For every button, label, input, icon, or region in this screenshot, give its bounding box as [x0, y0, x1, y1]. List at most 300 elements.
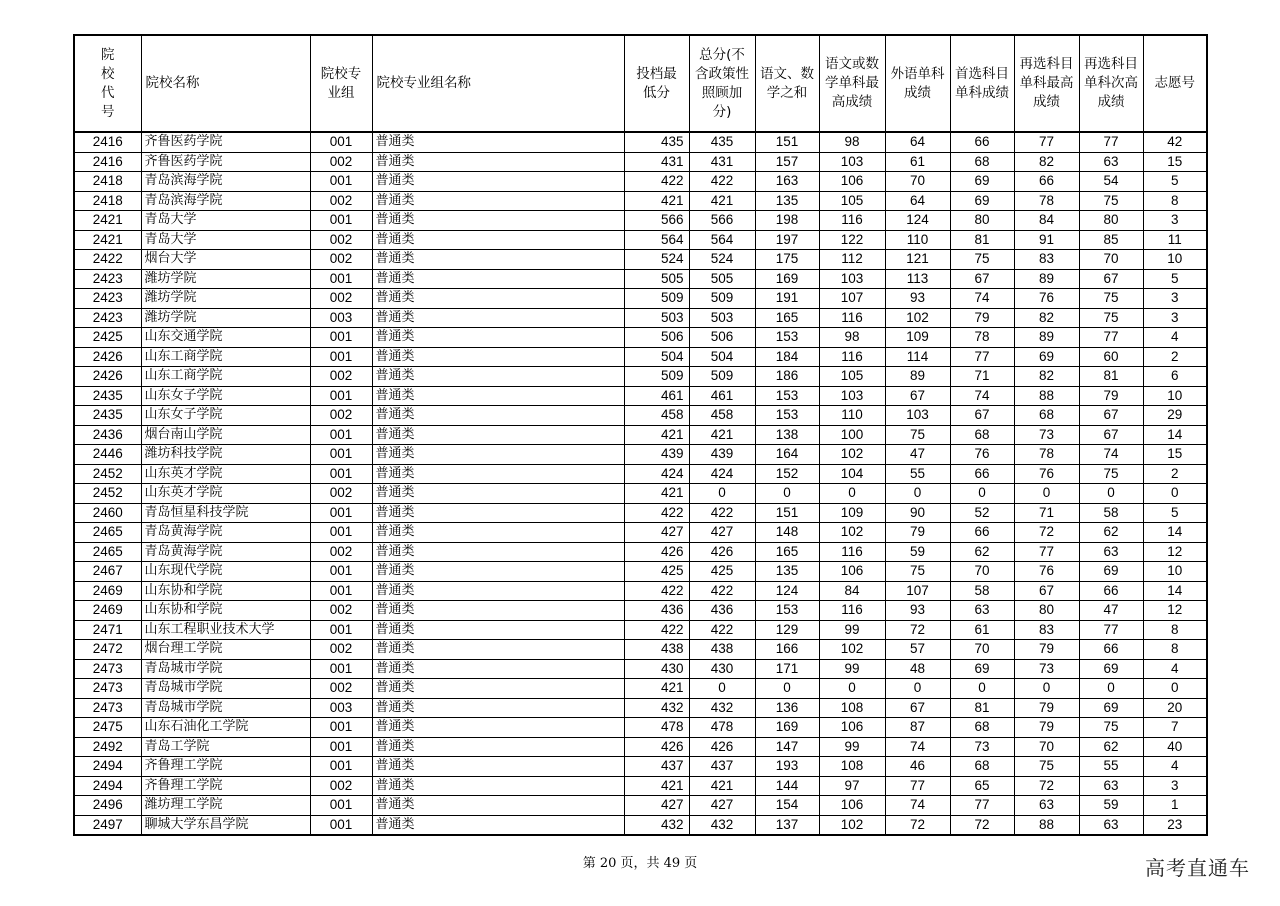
- table-row: [74, 425, 1207, 445]
- cell-reselect-max: 83: [1014, 620, 1079, 640]
- cell-total-score: 478: [689, 718, 755, 738]
- cell-min-score: 432: [624, 815, 689, 835]
- cell-group-name: 普通类: [372, 211, 624, 231]
- cell-foreign-language: 72: [885, 815, 950, 835]
- table-row: [74, 484, 1207, 504]
- cell-first-subject: 70: [950, 562, 1014, 582]
- cell-total-score: 436: [689, 601, 755, 621]
- cell-group-code: 003: [310, 698, 372, 718]
- cell-min-score: 506: [624, 328, 689, 348]
- cell-reselect-second: 54: [1079, 172, 1143, 192]
- cell-total-score: 0: [689, 484, 755, 504]
- cell-reselect-max: 66: [1014, 172, 1079, 192]
- cell-reselect-max: 79: [1014, 640, 1079, 660]
- cell-school-code: 2416: [74, 132, 141, 152]
- cell-foreign-language: 55: [885, 464, 950, 484]
- cell-preference-no: 5: [1143, 269, 1207, 289]
- cell-school-name: 潍坊科技学院: [141, 445, 310, 465]
- cell-chinese-math-max: 105: [819, 191, 885, 211]
- cell-chinese-math-max: 100: [819, 425, 885, 445]
- cell-school-code: 2423: [74, 308, 141, 328]
- cell-first-subject: 69: [950, 659, 1014, 679]
- cell-school-code: 2436: [74, 425, 141, 445]
- cell-preference-no: 10: [1143, 562, 1207, 582]
- cell-reselect-max: 63: [1014, 796, 1079, 816]
- cell-total-score: 424: [689, 464, 755, 484]
- table-row: [74, 445, 1207, 465]
- cell-total-score: 426: [689, 737, 755, 757]
- cell-total-score: 422: [689, 172, 755, 192]
- cell-group-code: 002: [310, 542, 372, 562]
- cell-first-subject: 77: [950, 347, 1014, 367]
- cell-total-score: 564: [689, 230, 755, 250]
- cell-group-code: 001: [310, 386, 372, 406]
- cell-chinese-math-sum: 151: [755, 503, 819, 523]
- cell-school-code: 2426: [74, 347, 141, 367]
- cell-reselect-second: 63: [1079, 152, 1143, 172]
- cell-min-score: 424: [624, 464, 689, 484]
- cell-school-name: 青岛城市学院: [141, 698, 310, 718]
- cell-total-score: 509: [689, 367, 755, 387]
- cell-reselect-max: 82: [1014, 308, 1079, 328]
- header-reselect-second: 再选科目单科次高成绩: [1079, 35, 1143, 132]
- cell-group-code: 001: [310, 815, 372, 835]
- cell-preference-no: 14: [1143, 523, 1207, 543]
- cell-chinese-math-max: 116: [819, 308, 885, 328]
- table-row: [74, 659, 1207, 679]
- header-foreign-language: 外语单科成绩: [885, 35, 950, 132]
- cell-first-subject: 71: [950, 367, 1014, 387]
- table-row: [74, 757, 1207, 777]
- table-row: [74, 640, 1207, 660]
- cell-group-name: 普通类: [372, 269, 624, 289]
- cell-group-name: 普通类: [372, 815, 624, 835]
- cell-chinese-math-max: 102: [819, 523, 885, 543]
- cell-preference-no: 20: [1143, 698, 1207, 718]
- cell-reselect-max: 79: [1014, 698, 1079, 718]
- cell-reselect-second: 75: [1079, 718, 1143, 738]
- cell-min-score: 426: [624, 542, 689, 562]
- cell-total-score: 506: [689, 328, 755, 348]
- cell-reselect-second: 0: [1079, 484, 1143, 504]
- cell-foreign-language: 46: [885, 757, 950, 777]
- table-row: [74, 152, 1207, 172]
- cell-chinese-math-sum: 0: [755, 679, 819, 699]
- cell-first-subject: 65: [950, 776, 1014, 796]
- cell-chinese-math-max: 103: [819, 269, 885, 289]
- cell-chinese-math-max: 112: [819, 250, 885, 270]
- cell-preference-no: 8: [1143, 640, 1207, 660]
- cell-foreign-language: 64: [885, 191, 950, 211]
- cell-total-score: 505: [689, 269, 755, 289]
- table-row: [74, 620, 1207, 640]
- cell-foreign-language: 109: [885, 328, 950, 348]
- cell-total-score: 0: [689, 679, 755, 699]
- cell-preference-no: 5: [1143, 172, 1207, 192]
- table-row: [74, 132, 1207, 152]
- cell-reselect-max: 71: [1014, 503, 1079, 523]
- cell-min-score: 427: [624, 523, 689, 543]
- cell-first-subject: 67: [950, 269, 1014, 289]
- header-chinese-math-sum: 语文、数学之和: [755, 35, 819, 132]
- cell-chinese-math-max: 108: [819, 698, 885, 718]
- cell-school-name: 潍坊理工学院: [141, 796, 310, 816]
- cell-group-name: 普通类: [372, 132, 624, 152]
- cell-group-code: 001: [310, 503, 372, 523]
- cell-preference-no: 3: [1143, 289, 1207, 309]
- cell-chinese-math-sum: 191: [755, 289, 819, 309]
- cell-first-subject: 68: [950, 718, 1014, 738]
- cell-group-code: 002: [310, 406, 372, 426]
- cell-group-name: 普通类: [372, 367, 624, 387]
- cell-total-score: 503: [689, 308, 755, 328]
- table-row: [74, 328, 1207, 348]
- cell-preference-no: 8: [1143, 191, 1207, 211]
- cell-chinese-math-sum: 137: [755, 815, 819, 835]
- cell-reselect-max: 77: [1014, 542, 1079, 562]
- cell-first-subject: 72: [950, 815, 1014, 835]
- cell-total-score: 427: [689, 523, 755, 543]
- cell-school-code: 2425: [74, 328, 141, 348]
- cell-group-name: 普通类: [372, 503, 624, 523]
- table-row: [74, 815, 1207, 835]
- cell-reselect-second: 69: [1079, 562, 1143, 582]
- cell-first-subject: 66: [950, 464, 1014, 484]
- cell-preference-no: 5: [1143, 503, 1207, 523]
- cell-chinese-math-max: 116: [819, 542, 885, 562]
- cell-group-code: 001: [310, 562, 372, 582]
- cell-group-code: 002: [310, 640, 372, 660]
- cell-school-name: 潍坊学院: [141, 269, 310, 289]
- cell-school-name: 齐鲁医药学院: [141, 132, 310, 152]
- cell-group-name: 普通类: [372, 172, 624, 192]
- cell-school-name: 山东工程职业技术大学: [141, 620, 310, 640]
- cell-foreign-language: 75: [885, 425, 950, 445]
- cell-group-code: 001: [310, 796, 372, 816]
- cell-reselect-max: 75: [1014, 757, 1079, 777]
- cell-chinese-math-sum: 165: [755, 308, 819, 328]
- cell-reselect-max: 89: [1014, 269, 1079, 289]
- cell-total-score: 504: [689, 347, 755, 367]
- cell-group-code: 002: [310, 230, 372, 250]
- cell-min-score: 421: [624, 191, 689, 211]
- cell-chinese-math-max: 116: [819, 211, 885, 231]
- cell-reselect-second: 67: [1079, 269, 1143, 289]
- cell-reselect-max: 88: [1014, 815, 1079, 835]
- cell-chinese-math-max: 0: [819, 679, 885, 699]
- cell-foreign-language: 74: [885, 737, 950, 757]
- cell-group-code: 001: [310, 425, 372, 445]
- cell-reselect-max: 0: [1014, 484, 1079, 504]
- cell-first-subject: 67: [950, 406, 1014, 426]
- cell-group-code: 002: [310, 484, 372, 504]
- cell-reselect-max: 72: [1014, 523, 1079, 543]
- cell-group-code: 001: [310, 269, 372, 289]
- cell-chinese-math-sum: 169: [755, 718, 819, 738]
- cell-group-name: 普通类: [372, 620, 624, 640]
- cell-reselect-max: 83: [1014, 250, 1079, 270]
- cell-chinese-math-max: 102: [819, 815, 885, 835]
- cell-preference-no: 11: [1143, 230, 1207, 250]
- cell-min-score: 422: [624, 620, 689, 640]
- cell-reselect-second: 58: [1079, 503, 1143, 523]
- cell-group-name: 普通类: [372, 679, 624, 699]
- cell-school-code: 2460: [74, 503, 141, 523]
- cell-preference-no: 4: [1143, 757, 1207, 777]
- cell-group-name: 普通类: [372, 230, 624, 250]
- cell-group-name: 普通类: [372, 523, 624, 543]
- cell-group-code: 002: [310, 601, 372, 621]
- cell-school-name: 青岛工学院: [141, 737, 310, 757]
- cell-school-code: 2416: [74, 152, 141, 172]
- cell-min-score: 505: [624, 269, 689, 289]
- cell-reselect-max: 72: [1014, 776, 1079, 796]
- cell-total-score: 425: [689, 562, 755, 582]
- cell-chinese-math-sum: 163: [755, 172, 819, 192]
- cell-chinese-math-sum: 129: [755, 620, 819, 640]
- cell-preference-no: 3: [1143, 776, 1207, 796]
- cell-chinese-math-sum: 171: [755, 659, 819, 679]
- cell-min-score: 422: [624, 172, 689, 192]
- cell-school-name: 青岛恒星科技学院: [141, 503, 310, 523]
- cell-chinese-math-max: 102: [819, 640, 885, 660]
- cell-foreign-language: 87: [885, 718, 950, 738]
- cell-preference-no: 7: [1143, 718, 1207, 738]
- cell-school-name: 烟台理工学院: [141, 640, 310, 660]
- cell-reselect-second: 67: [1079, 425, 1143, 445]
- cell-foreign-language: 107: [885, 581, 950, 601]
- cell-school-name: 山东现代学院: [141, 562, 310, 582]
- cell-group-name: 普通类: [372, 445, 624, 465]
- cell-preference-no: 14: [1143, 581, 1207, 601]
- cell-first-subject: 73: [950, 737, 1014, 757]
- cell-school-name: 青岛滨海学院: [141, 191, 310, 211]
- cell-chinese-math-sum: 175: [755, 250, 819, 270]
- cell-chinese-math-max: 99: [819, 659, 885, 679]
- table-row: [74, 289, 1207, 309]
- table-row: [74, 718, 1207, 738]
- cell-total-score: 435: [689, 132, 755, 152]
- cell-group-name: 普通类: [372, 757, 624, 777]
- cell-total-score: 421: [689, 191, 755, 211]
- cell-reselect-max: 68: [1014, 406, 1079, 426]
- cell-total-score: 421: [689, 425, 755, 445]
- cell-preference-no: 1: [1143, 796, 1207, 816]
- cell-min-score: 504: [624, 347, 689, 367]
- cell-reselect-second: 62: [1079, 737, 1143, 757]
- cell-reselect-second: 66: [1079, 581, 1143, 601]
- cell-school-name: 潍坊学院: [141, 308, 310, 328]
- cell-group-name: 普通类: [372, 328, 624, 348]
- cell-min-score: 566: [624, 211, 689, 231]
- cell-foreign-language: 93: [885, 601, 950, 621]
- cell-preference-no: 4: [1143, 328, 1207, 348]
- cell-group-name: 普通类: [372, 425, 624, 445]
- cell-group-code: 002: [310, 289, 372, 309]
- cell-school-name: 烟台南山学院: [141, 425, 310, 445]
- cell-reselect-max: 89: [1014, 328, 1079, 348]
- cell-first-subject: 81: [950, 698, 1014, 718]
- page-footer: 第 20 页，共 49 页: [582, 856, 698, 871]
- cell-reselect-second: 80: [1079, 211, 1143, 231]
- cell-foreign-language: 110: [885, 230, 950, 250]
- watermark-logo-text: 高考直通车: [1145, 856, 1250, 880]
- cell-min-score: 426: [624, 737, 689, 757]
- cell-group-code: 002: [310, 152, 372, 172]
- cell-reselect-max: 91: [1014, 230, 1079, 250]
- table-row: [74, 776, 1207, 796]
- cell-first-subject: 70: [950, 640, 1014, 660]
- cell-foreign-language: 59: [885, 542, 950, 562]
- cell-preference-no: 0: [1143, 679, 1207, 699]
- cell-preference-no: 12: [1143, 601, 1207, 621]
- cell-foreign-language: 72: [885, 620, 950, 640]
- cell-school-code: 2435: [74, 406, 141, 426]
- cell-first-subject: 66: [950, 523, 1014, 543]
- cell-chinese-math-sum: 138: [755, 425, 819, 445]
- cell-total-score: 458: [689, 406, 755, 426]
- cell-foreign-language: 121: [885, 250, 950, 270]
- cell-min-score: 422: [624, 503, 689, 523]
- cell-reselect-max: 78: [1014, 191, 1079, 211]
- header-total-score: 总分(不含政策性照顾加分): [689, 35, 755, 132]
- cell-foreign-language: 74: [885, 796, 950, 816]
- header-school-code: 院校代号: [74, 35, 141, 132]
- cell-foreign-language: 102: [885, 308, 950, 328]
- cell-min-score: 432: [624, 698, 689, 718]
- cell-preference-no: 12: [1143, 542, 1207, 562]
- cell-reselect-second: 63: [1079, 542, 1143, 562]
- cell-group-code: 001: [310, 659, 372, 679]
- cell-reselect-second: 66: [1079, 640, 1143, 660]
- cell-reselect-second: 81: [1079, 367, 1143, 387]
- cell-group-code: 001: [310, 620, 372, 640]
- cell-reselect-second: 77: [1079, 328, 1143, 348]
- cell-chinese-math-max: 98: [819, 132, 885, 152]
- cell-group-name: 普通类: [372, 347, 624, 367]
- cell-first-subject: 68: [950, 757, 1014, 777]
- cell-chinese-math-sum: 153: [755, 406, 819, 426]
- cell-chinese-math-max: 116: [819, 601, 885, 621]
- cell-school-code: 2471: [74, 620, 141, 640]
- cell-min-score: 438: [624, 640, 689, 660]
- cell-chinese-math-max: 99: [819, 620, 885, 640]
- cell-reselect-second: 75: [1079, 191, 1143, 211]
- table-row: [74, 679, 1207, 699]
- cell-chinese-math-max: 104: [819, 464, 885, 484]
- cell-min-score: 421: [624, 425, 689, 445]
- cell-chinese-math-sum: 135: [755, 562, 819, 582]
- cell-foreign-language: 57: [885, 640, 950, 660]
- cell-first-subject: 69: [950, 191, 1014, 211]
- cell-chinese-math-sum: 153: [755, 601, 819, 621]
- table-row: [74, 698, 1207, 718]
- cell-foreign-language: 0: [885, 484, 950, 504]
- table-row: [74, 347, 1207, 367]
- cell-school-name: 青岛大学: [141, 211, 310, 231]
- cell-foreign-language: 61: [885, 152, 950, 172]
- cell-first-subject: 68: [950, 425, 1014, 445]
- cell-chinese-math-max: 110: [819, 406, 885, 426]
- cell-chinese-math-max: 84: [819, 581, 885, 601]
- cell-preference-no: 3: [1143, 211, 1207, 231]
- cell-school-name: 齐鲁理工学院: [141, 757, 310, 777]
- cell-chinese-math-max: 102: [819, 445, 885, 465]
- header-group-code: 院校专业组: [310, 35, 372, 132]
- cell-preference-no: 23: [1143, 815, 1207, 835]
- cell-school-code: 2469: [74, 601, 141, 621]
- table-row: [74, 581, 1207, 601]
- cell-reselect-second: 62: [1079, 523, 1143, 543]
- cell-preference-no: 10: [1143, 386, 1207, 406]
- cell-group-code: 002: [310, 250, 372, 270]
- cell-group-code: 001: [310, 757, 372, 777]
- cell-reselect-second: 69: [1079, 659, 1143, 679]
- cell-chinese-math-sum: 166: [755, 640, 819, 660]
- cell-first-subject: 66: [950, 132, 1014, 152]
- cell-first-subject: 63: [950, 601, 1014, 621]
- cell-chinese-math-sum: 136: [755, 698, 819, 718]
- header-chinese-math-max: 语文或数学单科最高成绩: [819, 35, 885, 132]
- cell-first-subject: 75: [950, 250, 1014, 270]
- cell-total-score: 438: [689, 640, 755, 660]
- cell-group-name: 普通类: [372, 484, 624, 504]
- cell-preference-no: 29: [1143, 406, 1207, 426]
- cell-chinese-math-sum: 152: [755, 464, 819, 484]
- cell-min-score: 458: [624, 406, 689, 426]
- cell-group-name: 普通类: [372, 191, 624, 211]
- cell-group-code: 001: [310, 523, 372, 543]
- cell-school-name: 青岛城市学院: [141, 659, 310, 679]
- cell-reselect-max: 88: [1014, 386, 1079, 406]
- cell-first-subject: 76: [950, 445, 1014, 465]
- cell-school-code: 2418: [74, 191, 141, 211]
- table-row: [74, 523, 1207, 543]
- cell-chinese-math-max: 97: [819, 776, 885, 796]
- cell-group-code: 001: [310, 718, 372, 738]
- table-row: [74, 406, 1207, 426]
- cell-reselect-max: 69: [1014, 347, 1079, 367]
- cell-chinese-math-sum: 153: [755, 328, 819, 348]
- cell-reselect-max: 79: [1014, 718, 1079, 738]
- cell-foreign-language: 113: [885, 269, 950, 289]
- cell-first-subject: 0: [950, 679, 1014, 699]
- cell-chinese-math-sum: 124: [755, 581, 819, 601]
- cell-foreign-language: 124: [885, 211, 950, 231]
- cell-chinese-math-max: 106: [819, 718, 885, 738]
- cell-reselect-second: 79: [1079, 386, 1143, 406]
- cell-school-name: 山东英才学院: [141, 464, 310, 484]
- cell-min-score: 478: [624, 718, 689, 738]
- cell-school-code: 2496: [74, 796, 141, 816]
- cell-reselect-max: 70: [1014, 737, 1079, 757]
- cell-group-code: 001: [310, 581, 372, 601]
- cell-foreign-language: 79: [885, 523, 950, 543]
- cell-preference-no: 0: [1143, 484, 1207, 504]
- cell-school-name: 齐鲁理工学院: [141, 776, 310, 796]
- cell-reselect-max: 82: [1014, 152, 1079, 172]
- cell-first-subject: 61: [950, 620, 1014, 640]
- cell-group-name: 普通类: [372, 562, 624, 582]
- cell-school-name: 山东石油化工学院: [141, 718, 310, 738]
- cell-group-name: 普通类: [372, 289, 624, 309]
- cell-group-name: 普通类: [372, 406, 624, 426]
- cell-school-name: 青岛城市学院: [141, 679, 310, 699]
- cell-school-code: 2452: [74, 484, 141, 504]
- cell-reselect-second: 75: [1079, 289, 1143, 309]
- cell-group-code: 002: [310, 776, 372, 796]
- cell-total-score: 509: [689, 289, 755, 309]
